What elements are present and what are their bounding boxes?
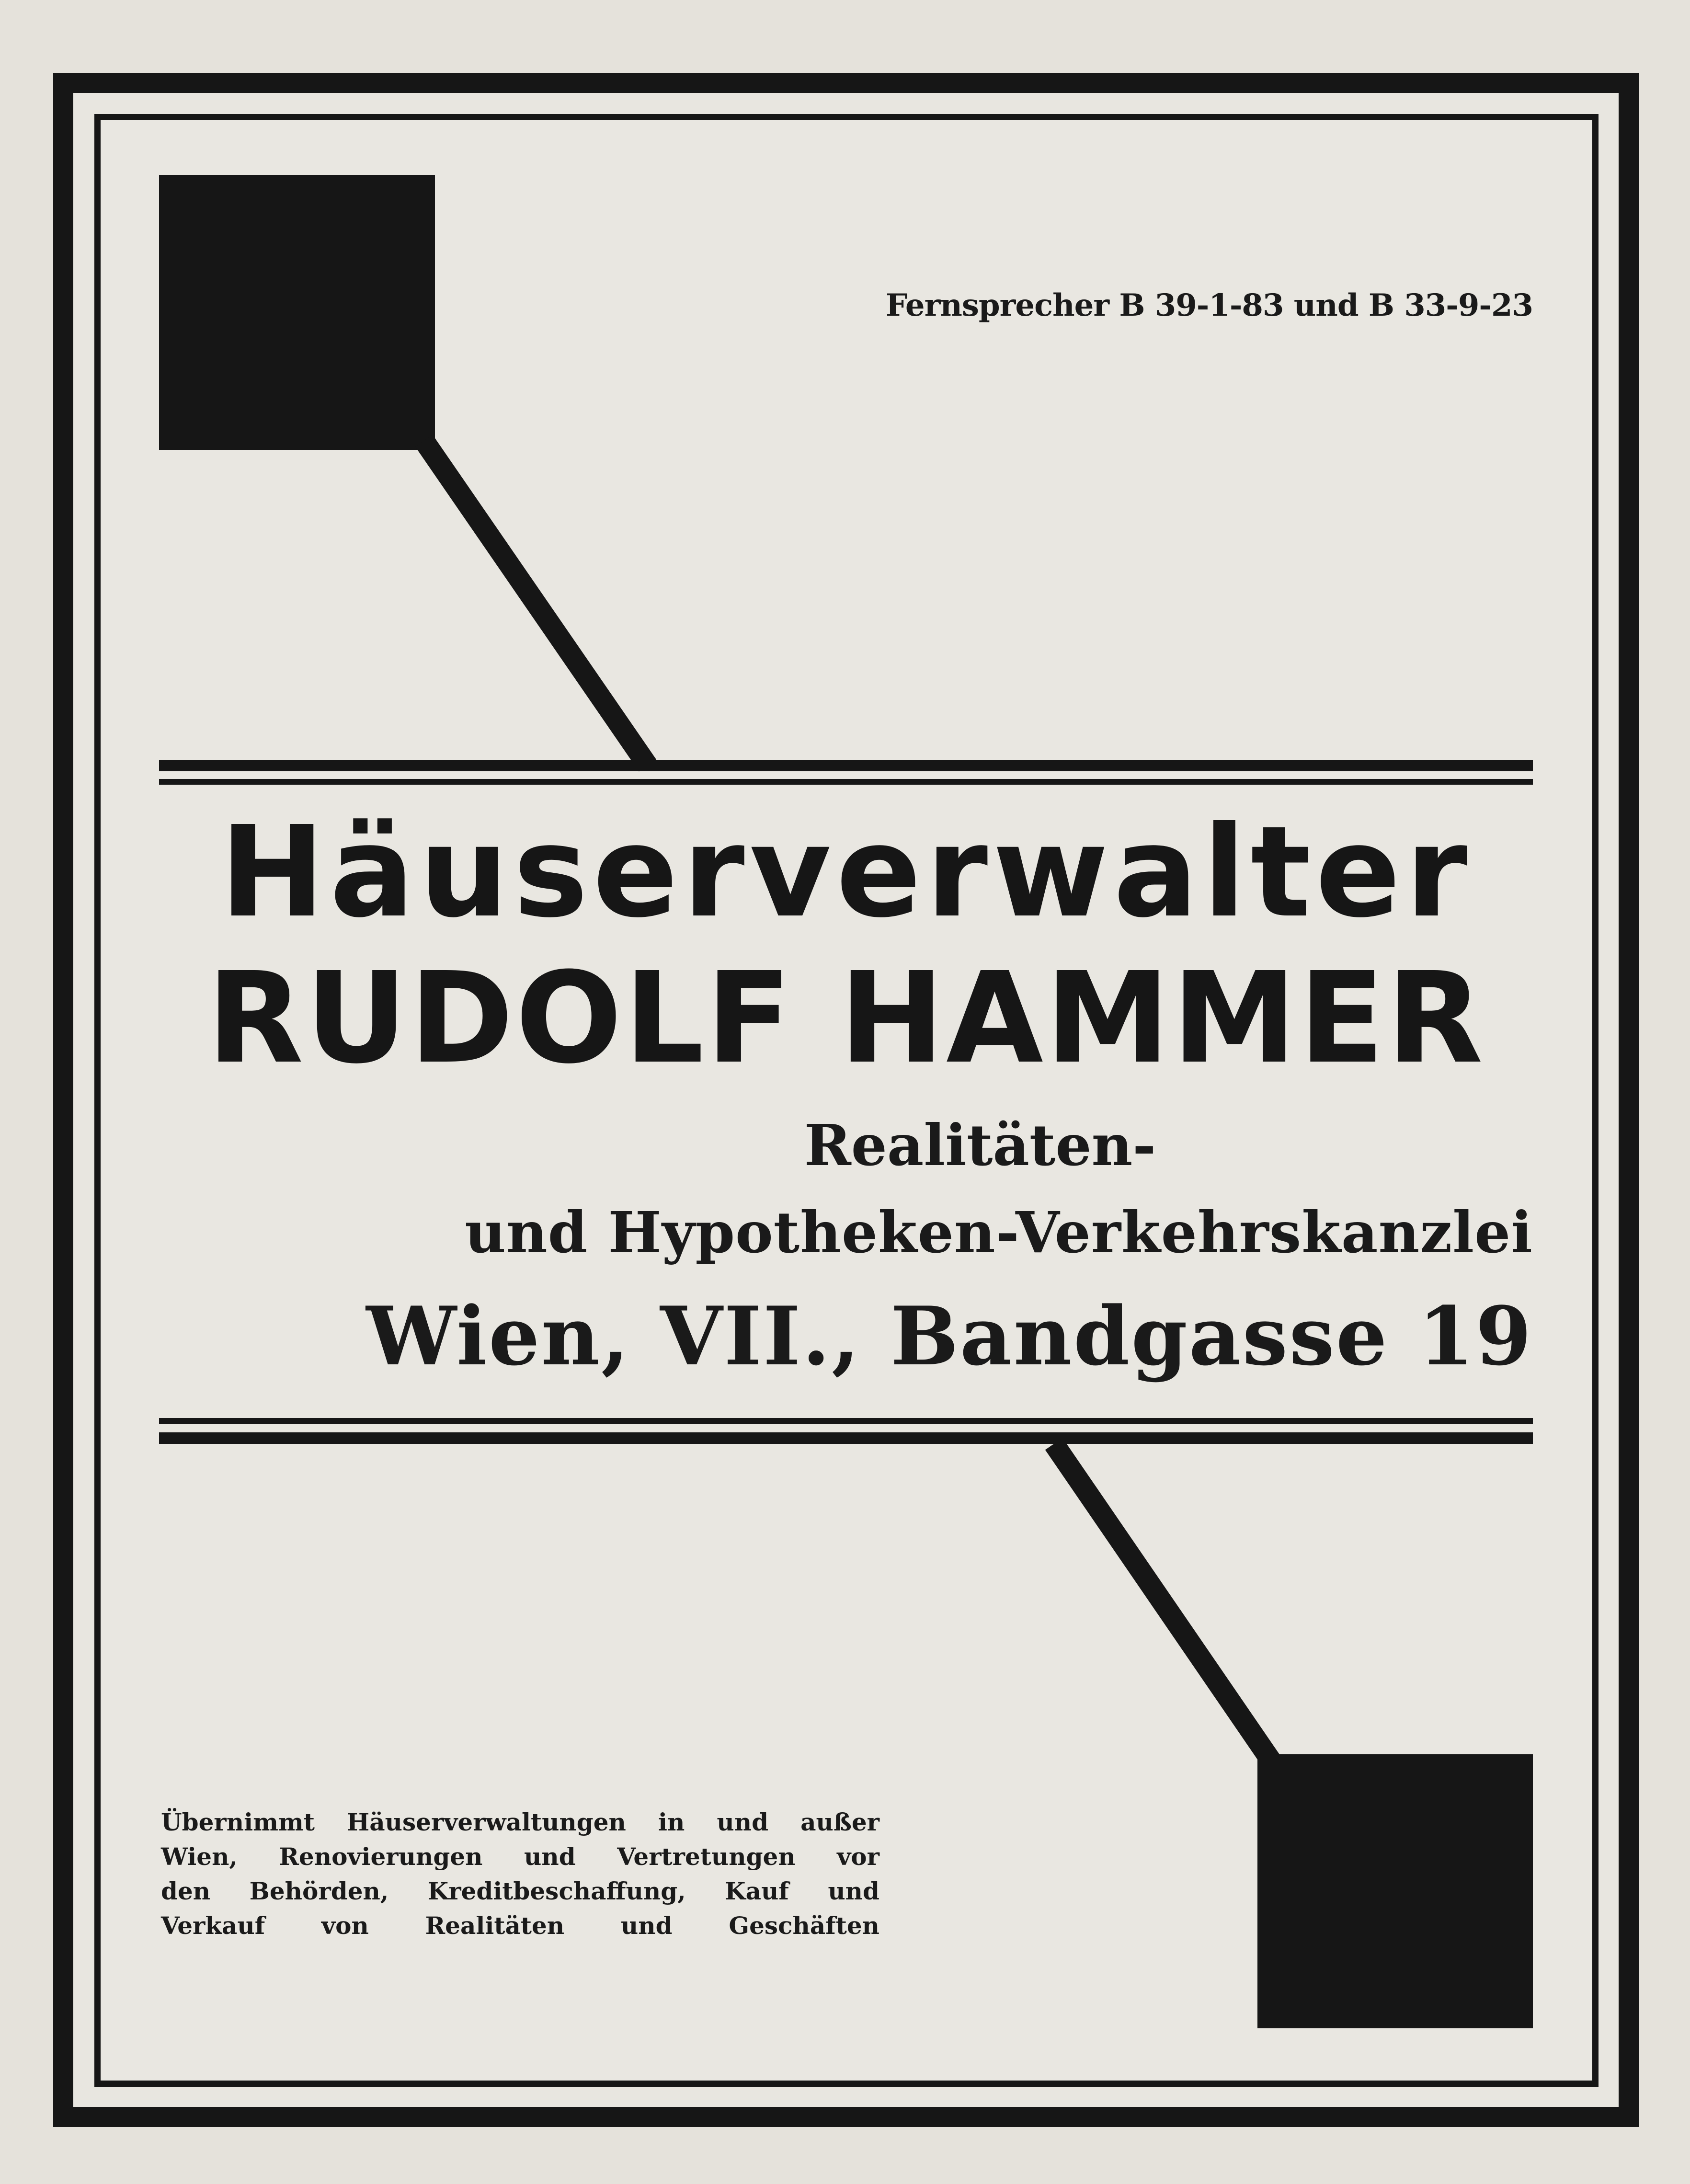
subtitle-hypotheken: und Hypotheken-Verkehrskanzlei xyxy=(465,1199,1533,1266)
services-line: Verkauf von Realitäten und Geschäften xyxy=(161,1911,879,1940)
services-line: Wien, Renovierungen und Vertretungen vor xyxy=(161,1842,879,1871)
title-rudolf-hammer: RUDOLF HAMMER xyxy=(206,945,1485,1091)
services-description xyxy=(161,1805,879,1943)
top-rule-thick xyxy=(159,760,1533,771)
bottom-diagonal-line xyxy=(1054,1444,1274,1765)
subtitle-realitaeten: Realitäten- xyxy=(804,1112,1156,1178)
bottom-rule-thick xyxy=(159,1432,1533,1444)
top-left-square xyxy=(159,175,435,450)
top-diagonal-line xyxy=(424,441,648,766)
services-line: den Behörden, Kreditbeschaffung, Kauf und xyxy=(161,1877,879,1905)
address-line: Wien, VII., Bandgasse 19 xyxy=(366,1289,1533,1384)
services-line: Übernimmt Häuserverwaltungen in und außer xyxy=(161,1808,879,1836)
phone-numbers: Fernsprecher B 39-1-83 und B 33-9-23 xyxy=(885,287,1533,323)
title-hauserverwalter: Häuserverwalter xyxy=(220,799,1472,945)
bottom-rule-thin xyxy=(159,1418,1533,1424)
bottom-right-square xyxy=(1257,1754,1533,2028)
top-rule-thin xyxy=(159,779,1533,785)
